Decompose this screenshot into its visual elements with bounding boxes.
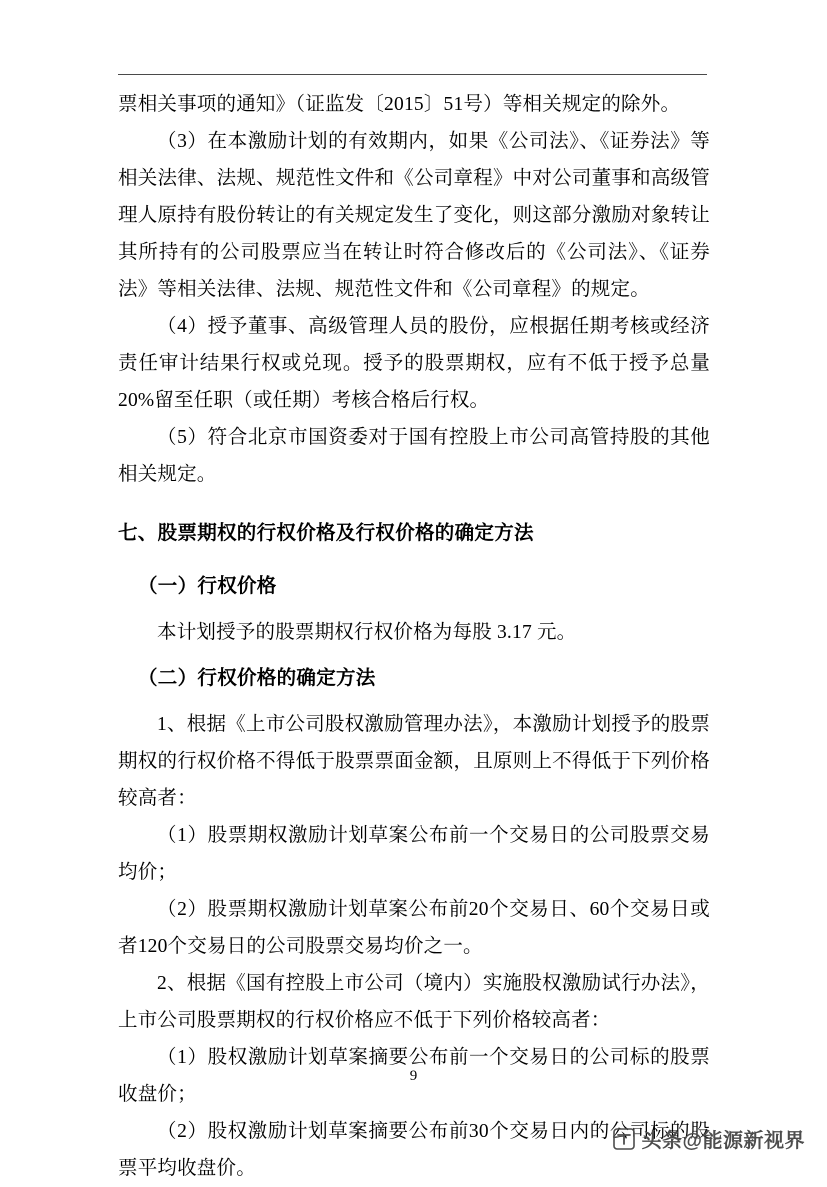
document-body [118, 86, 710, 1187]
watermark-text: 头条@能源新视界 [641, 1130, 805, 1152]
paragraph-method-1: 1、根据《上市公司股权激励管理办法》，本激励计划授予的股票期权的行权价格不得低于股票票面金额，且原则上不得低于下列价格较高者： [118, 714, 710, 809]
paragraph-method-2-a: （1）股权激励计划草案摘要公布前一个交易日的公司标的股票收盘价； [118, 1047, 710, 1105]
spacer [118, 651, 710, 660]
subsection-heading-one: （一）行权价格 [138, 576, 277, 597]
page-number: 9 [409, 1068, 418, 1084]
paragraph-method-1-b: （2）股票期权激励计划草案公布前20个交易日、60个交易日或者120个交易日的公司股票交易均价之一。 [118, 899, 710, 957]
spacer [118, 493, 710, 515]
paragraph-item-3: （3）在本激励计划的有效期内，如果《公司法》、《证券法》等相关法律、法规、规范性文件和《公司章程》中对公司董事和高级管理人原持有股份转让的有关规定发生了变化，则这部分激励对象转让其所持有的公司股票应当在转让时符合修改后的《公司法》、《证券法》等相关法律、法规、规范性文件和《公司章程》的规定。 [118, 131, 710, 300]
spacer [118, 697, 710, 706]
paragraph-method-2-b: （2）股权激励计划草案摘要公布前30个交易日内的公司标的股票平均收盘价。 [118, 1121, 710, 1179]
paragraph-continuation: 票相关事项的通知》（证监发〔2015〕51号）等相关规定的除外。 [118, 94, 681, 115]
paragraph-method-1-a: （1）股票期权激励计划草案公布前一个交易日的公司股票交易均价； [118, 825, 710, 883]
paragraph-item-5: （5）符合北京市国资委对于国有控股上市公司高管持股的其他相关规定。 [118, 427, 710, 485]
toutiao-logo-icon [613, 1128, 635, 1150]
paragraph-exercise-price: 本计划授予的股票期权行权价格为每股 3.17 元。 [157, 622, 577, 643]
spacer [118, 605, 710, 614]
spacer [118, 552, 710, 568]
watermark [613, 1124, 805, 1153]
section-heading-seven: 七、股票期权的行权价格及行权价格的确定方法 [118, 523, 534, 544]
header-rule [118, 74, 707, 75]
paragraph-item-4: （4）授予董事、高级管理人员的股份，应根据任期考核或经济责任审计结果行权或兑现。授予的股票期权，应有不低于授予总量20%留至任职（或任期）考核合格后行权。 [118, 316, 710, 411]
subsection-heading-two: （二）行权价格的确定方法 [138, 668, 376, 689]
paragraph-method-2: 2、根据《国有控股上市公司（境内）实施股权激励试行办法》，上市公司股票期权的行权价格应不低于下列价格较高者： [118, 973, 710, 1031]
